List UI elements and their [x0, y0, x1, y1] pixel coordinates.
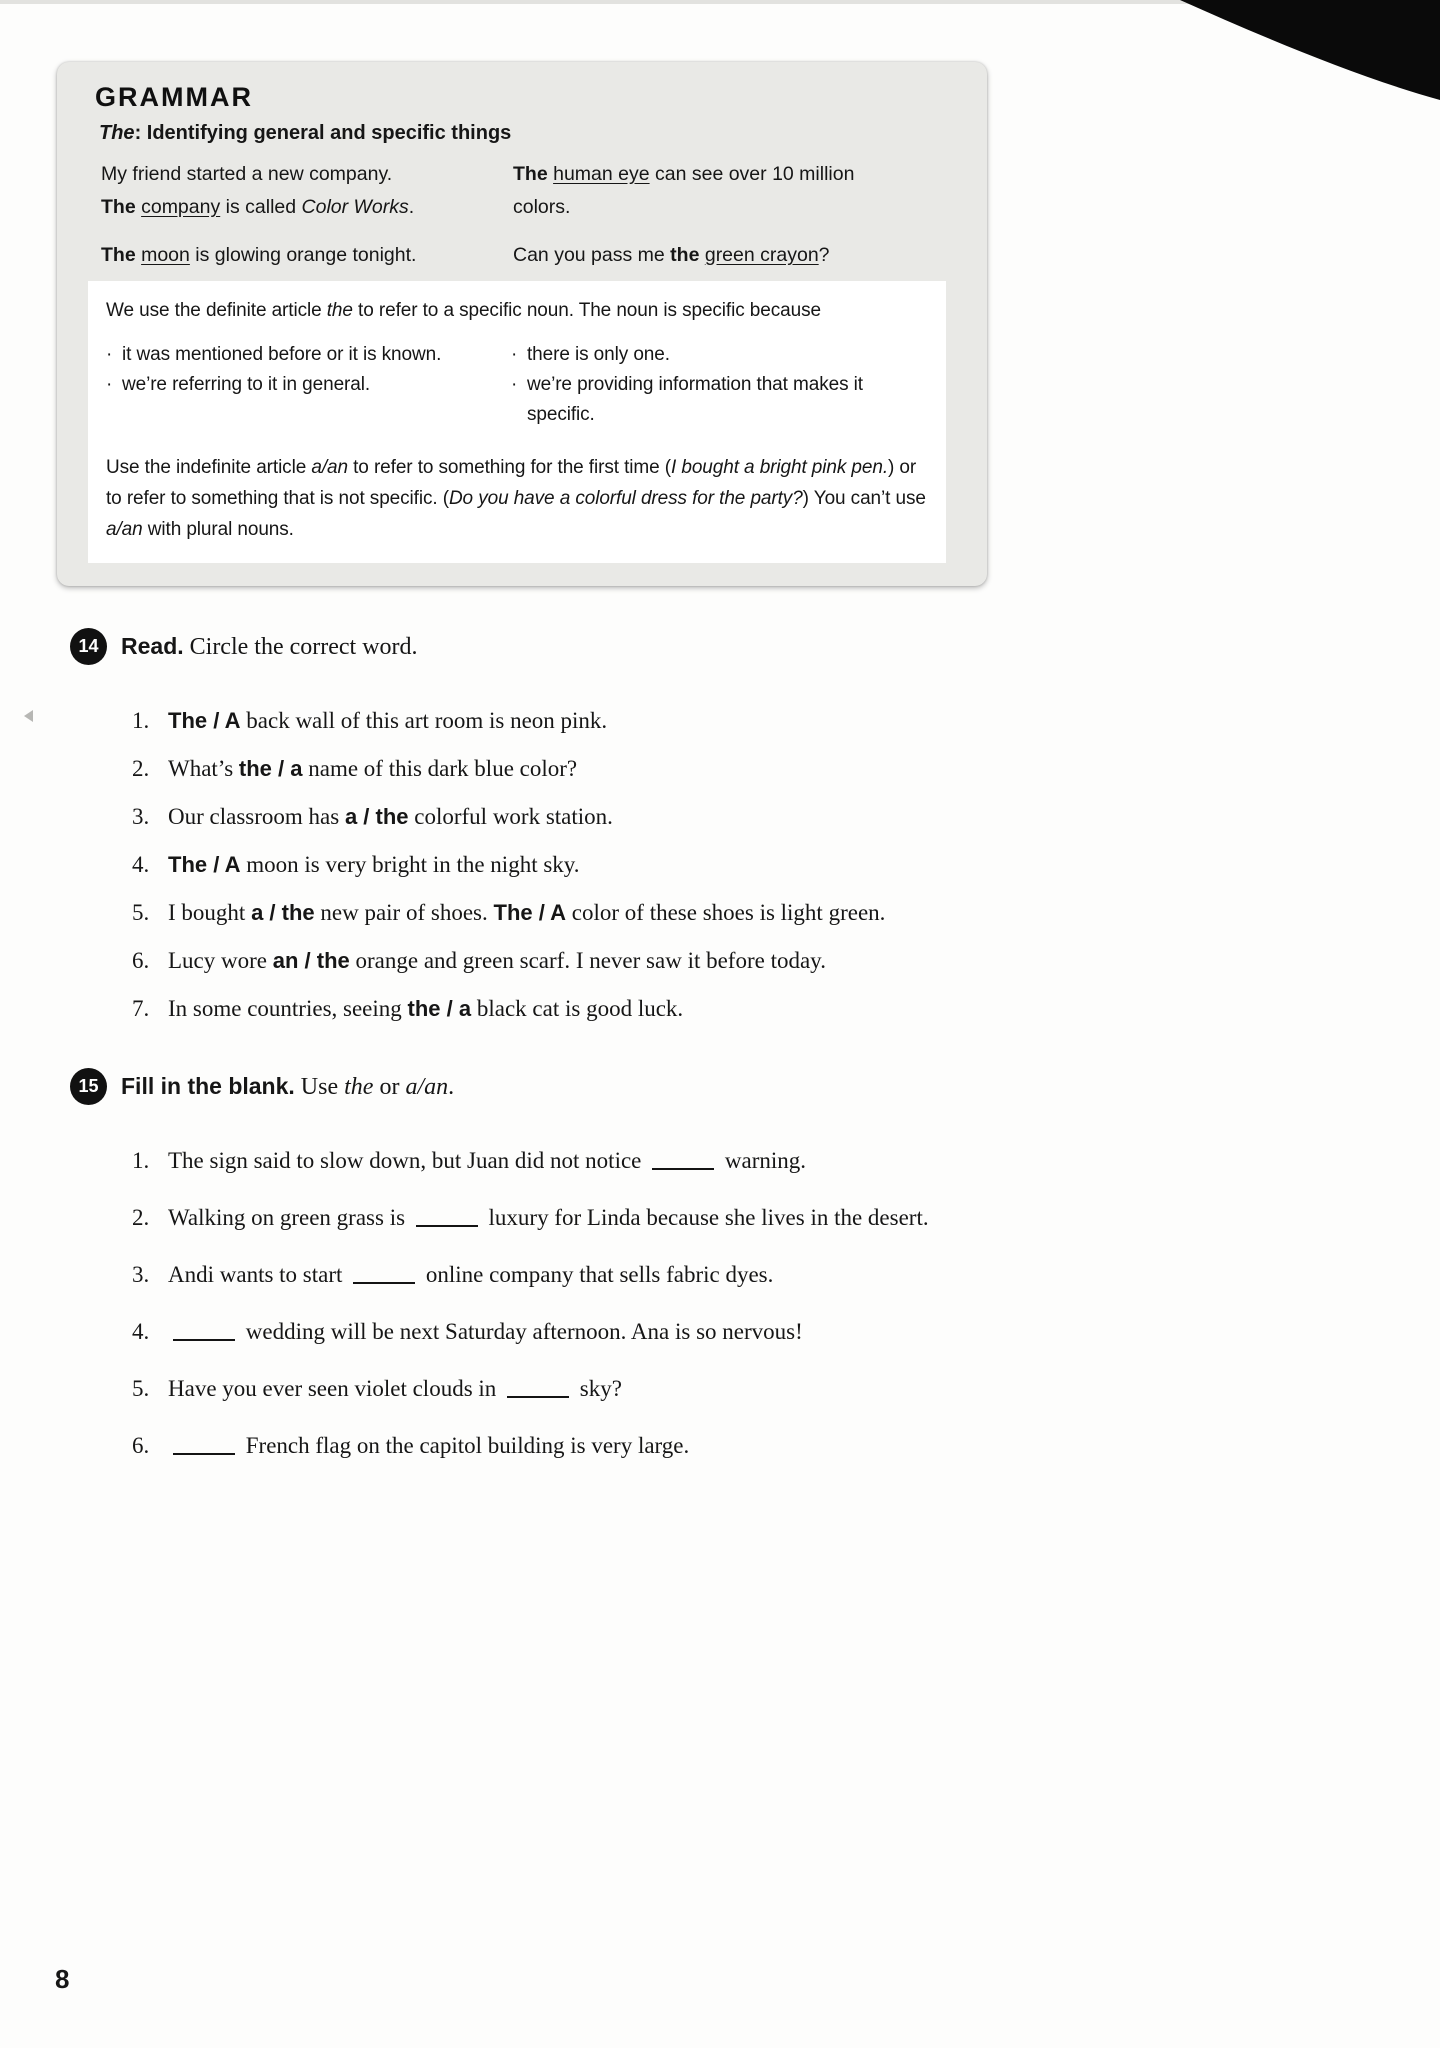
text-segment: with plural nouns.: [142, 519, 294, 540]
text-segment: online company that sells fabric dyes.: [420, 1262, 774, 1287]
text-segment: green crayon: [704, 244, 819, 266]
text-segment: Use: [294, 1073, 345, 1100]
bullet-text: [527, 370, 930, 430]
text-segment: black cat is good luck.: [471, 996, 684, 1021]
text-segment: a/an: [311, 457, 348, 478]
text-segment: Our classroom has: [168, 804, 345, 829]
text-segment: wedding will be next Saturday afternoon. Ana is so nervous!: [240, 1319, 803, 1344]
text-segment: moon: [141, 244, 190, 266]
text-segment: The: [101, 244, 142, 266]
exercise-item: [132, 1430, 1400, 1462]
bullet-item: [511, 340, 930, 370]
text-segment: the / a: [407, 996, 472, 1021]
blank-line: [173, 1435, 235, 1455]
text-segment: the: [326, 300, 353, 321]
text-segment: We use the definite article: [106, 300, 327, 321]
text-segment: the / a: [238, 756, 303, 781]
exercise-item: [132, 801, 1400, 832]
text-segment: ) You can’t use: [802, 488, 926, 509]
text-segment: I bought a bright pink pen.: [671, 457, 889, 478]
exercise-15-header: [70, 1068, 1400, 1105]
item-text: [168, 1430, 1400, 1462]
text-segment: The / A: [168, 852, 241, 877]
item-number: 1.: [132, 708, 150, 733]
exercise-15-items: [70, 1145, 1400, 1462]
item-text: [168, 897, 1400, 928]
text-segment: The: [101, 196, 142, 218]
text-segment: Circle the correct word.: [183, 633, 418, 660]
page-curl-corner: [1180, 0, 1440, 100]
text-segment: colorful work station.: [408, 804, 613, 829]
item-number: 6.: [132, 1433, 150, 1458]
item-text: [168, 849, 1400, 880]
bullet-item: [106, 340, 511, 370]
text-segment: it was mentioned before or it is known.: [122, 344, 442, 365]
exercise-item: [132, 945, 1400, 976]
item-text: [168, 945, 1400, 976]
note-bullets-left: [106, 340, 511, 430]
exercise-title: [121, 1073, 454, 1101]
blank-line: [173, 1321, 235, 1341]
text-segment: moon is very bright in the night sky.: [240, 852, 580, 877]
page-number: 8: [55, 1964, 70, 1994]
exercise-item: [132, 1202, 1400, 1234]
example-line: [101, 239, 513, 272]
exercise-item: [132, 897, 1400, 928]
item-text: [168, 1202, 1400, 1234]
bullet-dot: ·: [511, 374, 518, 395]
blank-line: [353, 1264, 415, 1284]
item-text: [168, 1145, 1400, 1177]
bullet-dot: ·: [106, 374, 113, 395]
exercise-item: [132, 1316, 1400, 1348]
bullet-item: [511, 370, 930, 430]
bullet-dot: ·: [106, 344, 113, 365]
text-segment: In some countries, seeing: [168, 996, 408, 1021]
exercise-item: [132, 753, 1400, 784]
item-text: [168, 993, 1400, 1024]
exercise-item: [132, 705, 1400, 736]
item-number: 2.: [132, 756, 150, 781]
item-number: 3.: [132, 1262, 150, 1287]
exercise-title: [121, 633, 418, 661]
text-segment: an / the: [272, 948, 350, 973]
exercise-14: [70, 628, 1400, 1041]
text-segment: the: [344, 1073, 374, 1100]
note-intro: [106, 296, 930, 325]
text-segment: can see over 10 million colors.: [513, 163, 855, 218]
text-segment: The / A: [168, 708, 241, 733]
text-segment: or: [373, 1073, 406, 1100]
blank-line: [652, 1150, 714, 1170]
text-segment: The: [99, 122, 135, 144]
text-segment: The sign said to slow down, but Juan did not notice: [168, 1148, 648, 1173]
text-segment: is called: [220, 196, 302, 218]
exercise-item: [132, 849, 1400, 880]
text-segment: luxury for Linda because she lives in the desert.: [482, 1205, 929, 1230]
item-number: 3.: [132, 804, 150, 829]
text-segment: .: [408, 196, 415, 218]
item-number: 5.: [132, 900, 150, 925]
grammar-note-box: [88, 281, 946, 563]
text-segment: sky?: [574, 1376, 622, 1401]
text-segment: human eye: [553, 163, 650, 185]
bullet-item: [106, 370, 511, 400]
exercise-item: [132, 993, 1400, 1024]
text-segment: is glowing orange tonight.: [189, 244, 417, 266]
note-bullets: [106, 340, 930, 430]
text-segment: Andi wants to start: [168, 1262, 349, 1287]
text-segment: name of this dark blue color?: [302, 756, 578, 781]
text-segment: color of these shoes is light green.: [566, 900, 886, 925]
text-segment: My friend started a new company.: [101, 163, 393, 185]
text-segment: Can you pass me: [513, 244, 671, 266]
text-segment: .: [448, 1073, 455, 1100]
bullet-text: [122, 340, 511, 370]
bullet-text: [122, 370, 511, 400]
grammar-examples-left: [101, 158, 513, 272]
text-segment: Color Works: [301, 196, 409, 218]
example-line: [101, 191, 513, 224]
item-number: 7.: [132, 996, 150, 1021]
exercise-number-badge: 14: [70, 628, 107, 665]
exercise-14-items: [70, 705, 1400, 1024]
text-segment: company: [141, 196, 221, 218]
grammar-box: [57, 62, 987, 586]
text-segment: The / A: [493, 900, 567, 925]
item-text: [168, 1316, 1400, 1348]
item-number: 1.: [132, 1148, 150, 1173]
exercise-number-badge: 15: [70, 1068, 107, 1105]
example-line: [101, 158, 513, 191]
text-segment: we’re providing information that makes it specific.: [527, 374, 863, 425]
grammar-heading: GRAMMAR: [95, 82, 253, 112]
text-segment: Use the indefinite article: [106, 457, 312, 478]
print-mark: [18, 710, 33, 722]
exercise-15: [70, 1068, 1400, 1487]
item-number: 4.: [132, 852, 150, 877]
text-segment: The: [513, 163, 554, 185]
text-segment: back wall of this art room is neon pink.: [240, 708, 608, 733]
item-number: 2.: [132, 1205, 150, 1230]
text-segment: Do you have a colorful dress for the party?: [448, 488, 803, 509]
item-text: [168, 705, 1400, 736]
note-paragraph: [106, 452, 930, 545]
grammar-examples-right: [513, 158, 865, 272]
text-segment: Walking on green grass is: [168, 1205, 411, 1230]
exercise-item: [132, 1373, 1400, 1405]
item-text: [168, 753, 1400, 784]
item-number: 6.: [132, 948, 150, 973]
text-segment: there is only one.: [527, 344, 670, 365]
text-segment: : Identifying general and specific things: [134, 122, 512, 144]
blank-line: [416, 1207, 478, 1227]
text-segment: Read.: [121, 632, 184, 659]
exercise-item: [132, 1259, 1400, 1291]
text-segment: a / the: [344, 804, 409, 829]
text-segment: Lucy wore: [168, 948, 273, 973]
text-segment: I bought: [168, 900, 252, 925]
text-segment: Fill in the blank.: [121, 1072, 295, 1099]
bullet-text: [527, 340, 930, 370]
text-segment: ) or to refer to something that is not specific. (: [106, 457, 917, 509]
text-segment: new pair of shoes.: [314, 900, 494, 925]
text-segment: the: [670, 244, 705, 266]
text-segment: Have you ever seen violet clouds in: [168, 1376, 503, 1401]
text-segment: to refer to something for the first time (: [347, 457, 671, 478]
item-text: [168, 1373, 1400, 1405]
exercise-14-header: [70, 628, 1400, 665]
text-segment: orange and green scarf. I never saw it before today.: [349, 948, 826, 973]
text-segment: a/an: [106, 519, 143, 540]
text-segment: a / the: [251, 900, 315, 925]
text-segment: to refer to a specific noun. The noun is specific because: [352, 300, 821, 321]
bullet-dot: ·: [511, 344, 518, 365]
text-segment: ?: [818, 244, 830, 266]
text-segment: we’re referring to it in general.: [122, 374, 371, 395]
blank-line: [507, 1378, 569, 1398]
example-line: [513, 239, 865, 272]
item-number: 4.: [132, 1319, 150, 1344]
example-line: [513, 158, 865, 224]
grammar-examples: [101, 158, 961, 272]
text-segment: French flag on the capitol building is very large.: [240, 1433, 690, 1458]
item-number: 5.: [132, 1376, 150, 1401]
text-segment: a/an: [405, 1073, 449, 1100]
text-segment: warning.: [719, 1148, 807, 1173]
text-segment: What’s: [168, 756, 239, 781]
grammar-subtitle: [99, 122, 511, 145]
item-text: [168, 801, 1400, 832]
exercise-item: [132, 1145, 1400, 1177]
item-text: [168, 1259, 1400, 1291]
note-bullets-right: [511, 340, 930, 430]
